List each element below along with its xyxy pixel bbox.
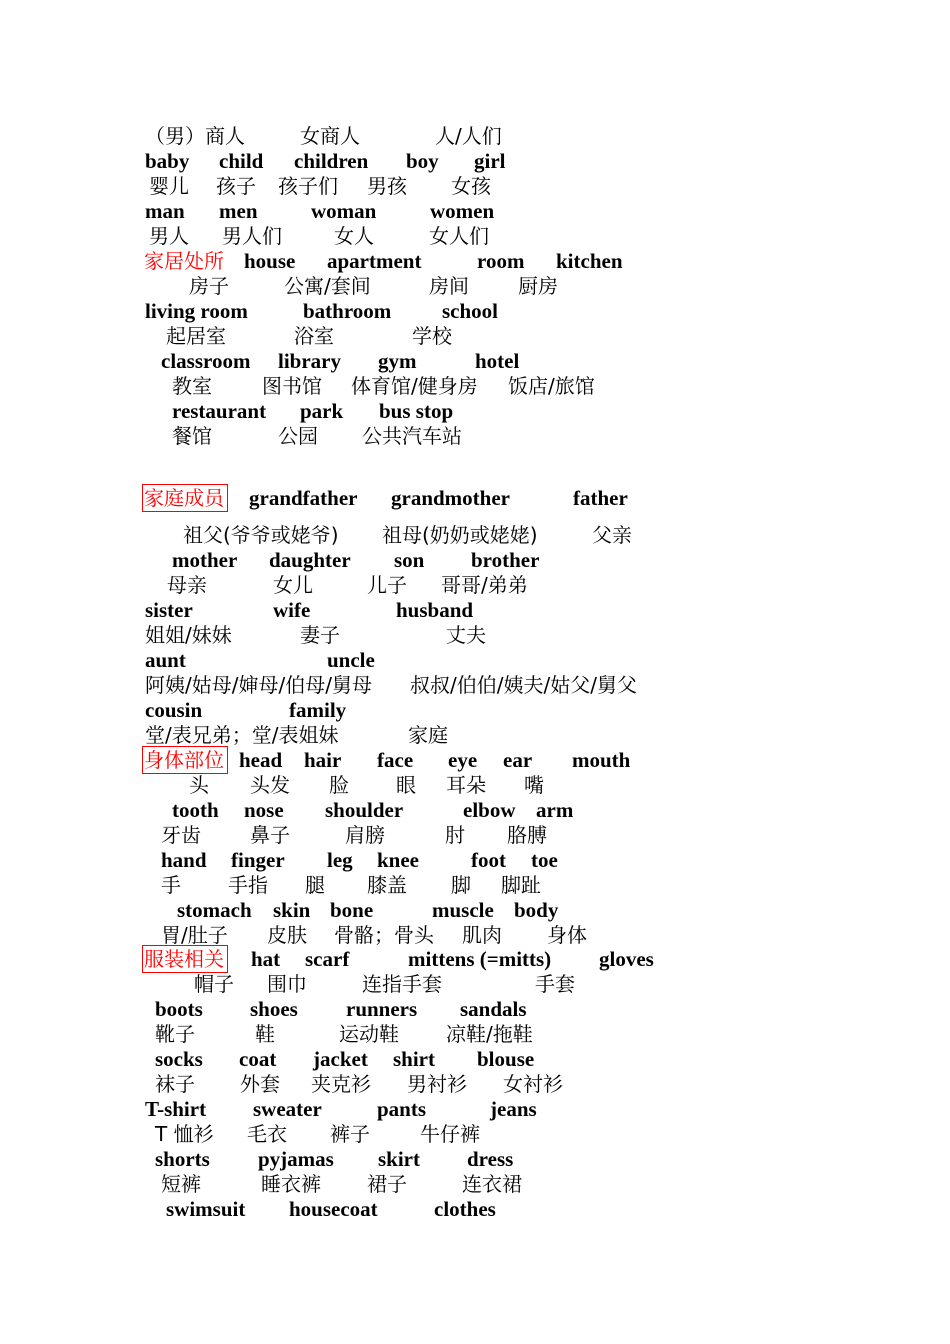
english-word: husband <box>396 598 474 622</box>
english-word: school <box>442 299 499 323</box>
chinese-meaning: 凉鞋/拖鞋 <box>446 1022 533 1046</box>
chinese-meaning: T 恤衫 <box>155 1122 214 1146</box>
vocab-line-27 <box>0 822 950 848</box>
english-word: ear <box>503 748 533 772</box>
chinese-meaning: 袜子 <box>155 1072 195 1096</box>
english-word: eye <box>448 748 478 772</box>
vocab-line-21 <box>0 672 950 698</box>
chinese-meaning: 祖母(奶奶或姥姥) <box>382 523 538 547</box>
vocab-line-13 <box>0 423 950 449</box>
english-word: swimsuit <box>166 1197 246 1221</box>
chinese-meaning: 身体 <box>547 923 587 947</box>
english-word: blouse <box>477 1047 535 1071</box>
chinese-meaning: 女人 <box>334 224 374 248</box>
category-label: 家居处所 <box>144 249 224 273</box>
chinese-meaning: 人/人们 <box>435 124 502 148</box>
chinese-meaning: 手指 <box>228 873 268 897</box>
english-word: cousin <box>145 698 203 722</box>
english-word: runners <box>346 997 418 1021</box>
english-word: aunt <box>145 648 186 672</box>
chinese-meaning: 肘 <box>445 823 465 847</box>
english-word: son <box>394 548 425 572</box>
english-word: boy <box>406 149 439 173</box>
english-word: gloves <box>599 947 654 971</box>
chinese-meaning: 嘴 <box>524 773 544 797</box>
chinese-meaning: 肌肉 <box>462 923 502 947</box>
vocab-line-24 <box>0 747 950 773</box>
chinese-meaning: 父亲 <box>592 523 632 547</box>
english-word: dress <box>467 1147 514 1171</box>
vocab-line-19 <box>0 622 950 648</box>
english-word: house <box>244 249 296 273</box>
chinese-meaning: 脚 <box>451 873 471 897</box>
vocab-line-31 <box>0 922 950 948</box>
chinese-meaning: 牛仔裤 <box>420 1122 480 1146</box>
english-word: knee <box>377 848 419 872</box>
english-word: kitchen <box>556 249 623 273</box>
english-word: hand <box>161 848 207 872</box>
chinese-meaning: 女衬衫 <box>503 1072 563 1096</box>
category-label: 服装相关 <box>143 946 227 972</box>
english-word: nose <box>244 798 284 822</box>
chinese-meaning: 公园 <box>278 424 318 448</box>
english-word: bone <box>330 898 374 922</box>
chinese-meaning: 房子 <box>189 274 229 298</box>
chinese-meaning: 耳朵 <box>446 773 486 797</box>
chinese-meaning: 短裤 <box>161 1172 201 1196</box>
chinese-meaning: 孩子 <box>216 174 256 198</box>
english-word: grandfather <box>249 486 358 510</box>
chinese-meaning: 体育馆/健身房 <box>351 374 478 398</box>
chinese-meaning: 婴儿 <box>149 174 189 198</box>
english-word: head <box>239 748 283 772</box>
english-word: pants <box>377 1097 427 1121</box>
chinese-meaning: 睡衣裤 <box>261 1172 321 1196</box>
chinese-meaning: 公寓/套间 <box>284 274 371 298</box>
chinese-meaning: 胃/肚子 <box>161 923 228 947</box>
chinese-meaning: 鞋 <box>255 1022 275 1046</box>
chinese-meaning: 妻子 <box>300 623 340 647</box>
english-word: men <box>219 199 258 223</box>
vocab-line-32 <box>0 946 950 972</box>
english-word: pyjamas <box>258 1147 334 1171</box>
chinese-meaning: 腿 <box>305 873 325 897</box>
english-word: children <box>294 149 369 173</box>
chinese-meaning: 连指手套 <box>362 972 442 996</box>
english-word: shoes <box>250 997 298 1021</box>
english-word: restaurant <box>172 399 267 423</box>
chinese-meaning: 皮肤 <box>267 923 307 947</box>
chinese-meaning: 手套 <box>535 972 575 996</box>
chinese-meaning: 夹克衫 <box>311 1072 371 1096</box>
vocab-line-28 <box>0 847 950 873</box>
chinese-meaning: 脚趾 <box>501 873 541 897</box>
english-word: bathroom <box>303 299 392 323</box>
chinese-meaning: 浴室 <box>294 324 334 348</box>
vocab-line-26 <box>0 797 950 823</box>
english-word: face <box>377 748 414 772</box>
english-word: arm <box>536 798 574 822</box>
english-word: uncle <box>327 648 375 672</box>
chinese-meaning: 运动鞋 <box>339 1022 399 1046</box>
chinese-meaning: 公共汽车站 <box>362 424 462 448</box>
vocab-line-17 <box>0 572 950 598</box>
english-word: man <box>145 199 185 223</box>
vocab-line-20 <box>0 647 950 673</box>
chinese-meaning: 丈夫 <box>446 623 486 647</box>
english-word: mouth <box>572 748 631 772</box>
chinese-meaning: 女孩 <box>451 174 491 198</box>
vocab-line-6 <box>0 248 950 274</box>
vocab-line-18 <box>0 597 950 623</box>
english-word: muscle <box>432 898 494 922</box>
chinese-meaning: 骨骼；骨头 <box>334 923 434 947</box>
chinese-meaning: 围巾 <box>267 972 307 996</box>
chinese-meaning: 男人们 <box>222 224 282 248</box>
chinese-meaning: 学校 <box>412 324 452 348</box>
category-label: 家庭成员 <box>143 485 227 511</box>
english-word: park <box>300 399 344 423</box>
chinese-meaning: 膝盖 <box>367 873 407 897</box>
vocab-line-5 <box>0 223 950 249</box>
vocab-line-36 <box>0 1046 950 1072</box>
english-word: leg <box>327 848 353 872</box>
english-word: gym <box>378 349 417 373</box>
chinese-meaning: 眼 <box>396 773 416 797</box>
vocab-line-40 <box>0 1146 950 1172</box>
english-word: skin <box>273 898 311 922</box>
english-word: boots <box>155 997 203 1021</box>
english-word: child <box>219 149 264 173</box>
english-word: bus stop <box>379 399 454 423</box>
chinese-meaning: 祖父(爷爷或姥爷) <box>183 523 339 547</box>
english-word: father <box>573 486 628 510</box>
chinese-meaning: 厨房 <box>518 274 558 298</box>
vocab-line-25 <box>0 772 950 798</box>
vocab-line-1 <box>0 123 950 149</box>
vocab-line-16 <box>0 547 950 573</box>
chinese-meaning: 男人 <box>149 224 189 248</box>
chinese-meaning: 靴子 <box>155 1022 195 1046</box>
english-word: elbow <box>463 798 516 822</box>
chinese-meaning: 头发 <box>250 773 290 797</box>
english-word: T-shirt <box>145 1097 207 1121</box>
english-word: toe <box>531 848 558 872</box>
chinese-meaning: 起居室 <box>166 324 226 348</box>
english-word: shorts <box>155 1147 210 1171</box>
chinese-meaning: 外套 <box>240 1072 280 1096</box>
english-word: sister <box>145 598 193 622</box>
english-word: socks <box>155 1047 203 1071</box>
english-word: shirt <box>393 1047 435 1071</box>
vocab-line-2 <box>0 148 950 174</box>
chinese-meaning: 阿姨/姑母/婶母/伯母/舅母 <box>145 673 372 697</box>
chinese-meaning: 堂/表兄弟；堂/表姐妹 <box>145 723 339 747</box>
vocab-line-8 <box>0 298 950 324</box>
english-word: living room <box>145 299 248 323</box>
vocab-line-42 <box>0 1196 950 1222</box>
english-word: coat <box>239 1047 277 1071</box>
english-word: apartment <box>327 249 422 273</box>
vocab-line-10 <box>0 348 950 374</box>
category-label: 身体部位 <box>143 747 227 773</box>
chinese-meaning: 教室 <box>172 374 212 398</box>
english-word: women <box>430 199 495 223</box>
english-word: family <box>289 698 347 722</box>
chinese-meaning: 孩子们 <box>278 174 338 198</box>
vocab-line-15 <box>0 522 950 548</box>
english-word: sweater <box>253 1097 322 1121</box>
english-word: foot <box>471 848 506 872</box>
chinese-meaning: 家庭 <box>408 723 448 747</box>
english-word: jeans <box>490 1097 537 1121</box>
chinese-meaning: 女商人 <box>300 124 360 148</box>
english-word: housecoat <box>289 1197 378 1221</box>
english-word: scarf <box>305 947 350 971</box>
chinese-meaning: 女儿 <box>273 573 313 597</box>
vocab-line-34 <box>0 996 950 1022</box>
chinese-meaning: 牙齿 <box>161 823 201 847</box>
english-word: hair <box>304 748 342 772</box>
chinese-meaning: 裤子 <box>330 1122 370 1146</box>
chinese-meaning: 连衣裙 <box>462 1172 522 1196</box>
english-word: finger <box>231 848 285 872</box>
english-word: girl <box>474 149 506 173</box>
vocab-line-9 <box>0 323 950 349</box>
chinese-meaning: 房间 <box>429 274 469 298</box>
vocab-line-7 <box>0 273 950 299</box>
english-word: woman <box>311 199 377 223</box>
english-word: daughter <box>269 548 351 572</box>
chinese-meaning: 头 <box>189 773 209 797</box>
english-word: stomach <box>177 898 252 922</box>
vocab-line-14 <box>0 485 950 511</box>
english-word: room <box>477 249 525 273</box>
vocab-line-11 <box>0 373 950 399</box>
chinese-meaning: 毛衣 <box>247 1122 287 1146</box>
vocab-line-30 <box>0 897 950 923</box>
vocab-line-38 <box>0 1096 950 1122</box>
vocab-line-22 <box>0 697 950 723</box>
english-word: sandals <box>460 997 527 1021</box>
english-word: baby <box>145 149 190 173</box>
english-word: mittens (=mitts) <box>408 947 552 971</box>
english-word: grandmother <box>391 486 510 510</box>
chinese-meaning: 男孩 <box>367 174 407 198</box>
chinese-meaning: 鼻子 <box>250 823 290 847</box>
vocab-line-37 <box>0 1071 950 1097</box>
english-word: tooth <box>172 798 219 822</box>
english-word: library <box>278 349 341 373</box>
english-word: classroom <box>161 349 251 373</box>
english-word: mother <box>172 548 238 572</box>
vocab-line-29 <box>0 872 950 898</box>
chinese-meaning: 儿子 <box>367 573 407 597</box>
chinese-meaning: 姐姐/妹妹 <box>145 623 232 647</box>
chinese-meaning: 叔叔/伯伯/姨夫/姑父/舅父 <box>410 673 637 697</box>
english-word: hat <box>251 947 281 971</box>
chinese-meaning: （男）商人 <box>145 124 245 148</box>
english-word: body <box>514 898 559 922</box>
chinese-meaning: 胳膊 <box>507 823 547 847</box>
vocab-line-23 <box>0 722 950 748</box>
chinese-meaning: 图书馆 <box>262 374 322 398</box>
english-word: hotel <box>475 349 520 373</box>
chinese-meaning: 男衬衫 <box>407 1072 467 1096</box>
chinese-meaning: 餐馆 <box>172 424 212 448</box>
english-word: wife <box>273 598 311 622</box>
vocab-line-39 <box>0 1121 950 1147</box>
chinese-meaning: 肩膀 <box>345 823 385 847</box>
chinese-meaning: 母亲 <box>167 573 207 597</box>
vocab-line-41 <box>0 1171 950 1197</box>
chinese-meaning: 饭店/旅馆 <box>508 374 595 398</box>
vocab-line-35 <box>0 1021 950 1047</box>
chinese-meaning: 手 <box>161 873 181 897</box>
chinese-meaning: 裙子 <box>367 1172 407 1196</box>
english-word: jacket <box>313 1047 368 1071</box>
english-word: clothes <box>434 1197 496 1221</box>
chinese-meaning: 女人们 <box>429 224 489 248</box>
vocab-line-12 <box>0 398 950 424</box>
vocab-line-33 <box>0 971 950 997</box>
english-word: brother <box>471 548 540 572</box>
chinese-meaning: 脸 <box>329 773 349 797</box>
vocab-line-3 <box>0 173 950 199</box>
english-word: shoulder <box>325 798 404 822</box>
chinese-meaning: 帽子 <box>194 972 234 996</box>
vocab-line-4 <box>0 198 950 224</box>
chinese-meaning: 哥哥/弟弟 <box>441 573 528 597</box>
english-word: skirt <box>378 1147 420 1171</box>
